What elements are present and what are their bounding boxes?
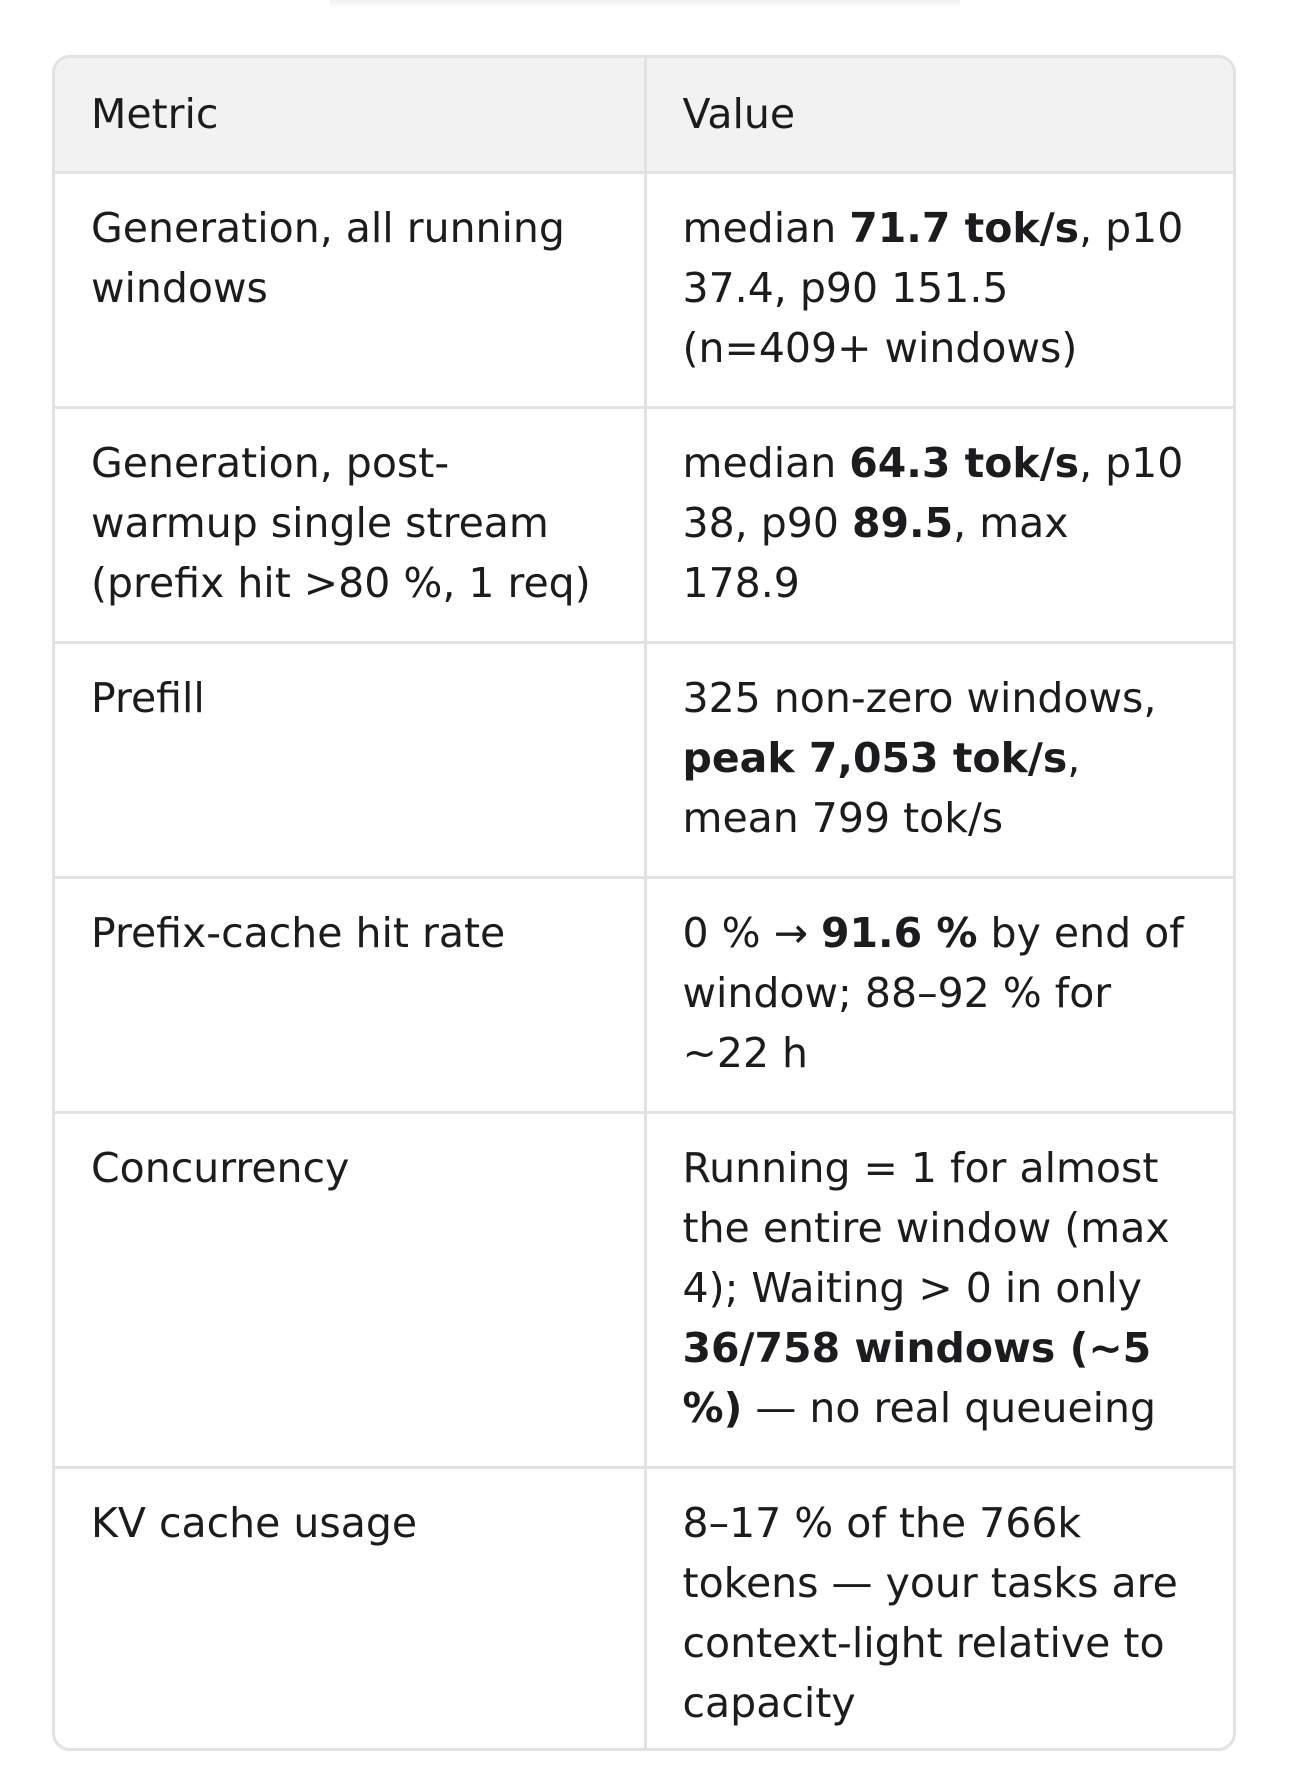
value-cell: median 71.7 tok/s, p10 37.4, p90 151.5 (n=409+ windows): [645, 172, 1233, 407]
table-header-row: [55, 58, 1233, 172]
header-metric: Metric: [55, 58, 645, 172]
top-edge-shadow: [330, 0, 960, 8]
table-row: [55, 1112, 1233, 1467]
bold-value-text: 91.6 %: [821, 908, 978, 957]
value-cell: 325 non-zero windows, peak 7,053 tok/s, mean 799 tok/s: [645, 642, 1233, 877]
table-row: [55, 877, 1233, 1112]
metric-cell: Concurrency: [55, 1112, 645, 1467]
table-row: [55, 642, 1233, 877]
bold-value-text: 64.3 tok/s: [849, 438, 1080, 487]
metric-cell: Generation, post-warmup single stream (prefix hit >80 %, 1 req): [55, 407, 645, 642]
value-cell: median 64.3 tok/s, p10 38, p90 89.5, max 178.9: [645, 407, 1233, 642]
bold-value-text: 71.7 tok/s: [849, 203, 1080, 252]
value-cell: 0 % → 91.6 % by end of window; 88–92 % for ~22 h: [645, 877, 1233, 1112]
metrics-table-container: [52, 55, 1236, 1751]
table-row: [55, 172, 1233, 407]
metric-cell: Prefix-cache hit rate: [55, 877, 645, 1112]
metric-cell: Generation, all running windows: [55, 172, 645, 407]
bold-value-text: peak 7,053 tok/s: [682, 733, 1068, 782]
header-value: Value: [645, 58, 1233, 172]
metric-cell: KV cache usage: [55, 1467, 645, 1751]
value-cell: Running = 1 for almost the entire window (max 4); Waiting > 0 in only 36/758 windows (~5 %) — no real queueing: [645, 1112, 1233, 1467]
value-cell: 8–17 % of the 766k tokens — your tasks are context-light relative to capacity: [682, 1498, 1178, 1727]
bold-value-text: 89.5: [851, 498, 954, 547]
table-row: [55, 407, 1233, 642]
table-row: [55, 1467, 1233, 1751]
bold-value-text: 36/758 windows (~5 %): [682, 1323, 1152, 1432]
metrics-table: [55, 58, 1233, 1751]
metric-cell: Prefill: [55, 642, 645, 877]
